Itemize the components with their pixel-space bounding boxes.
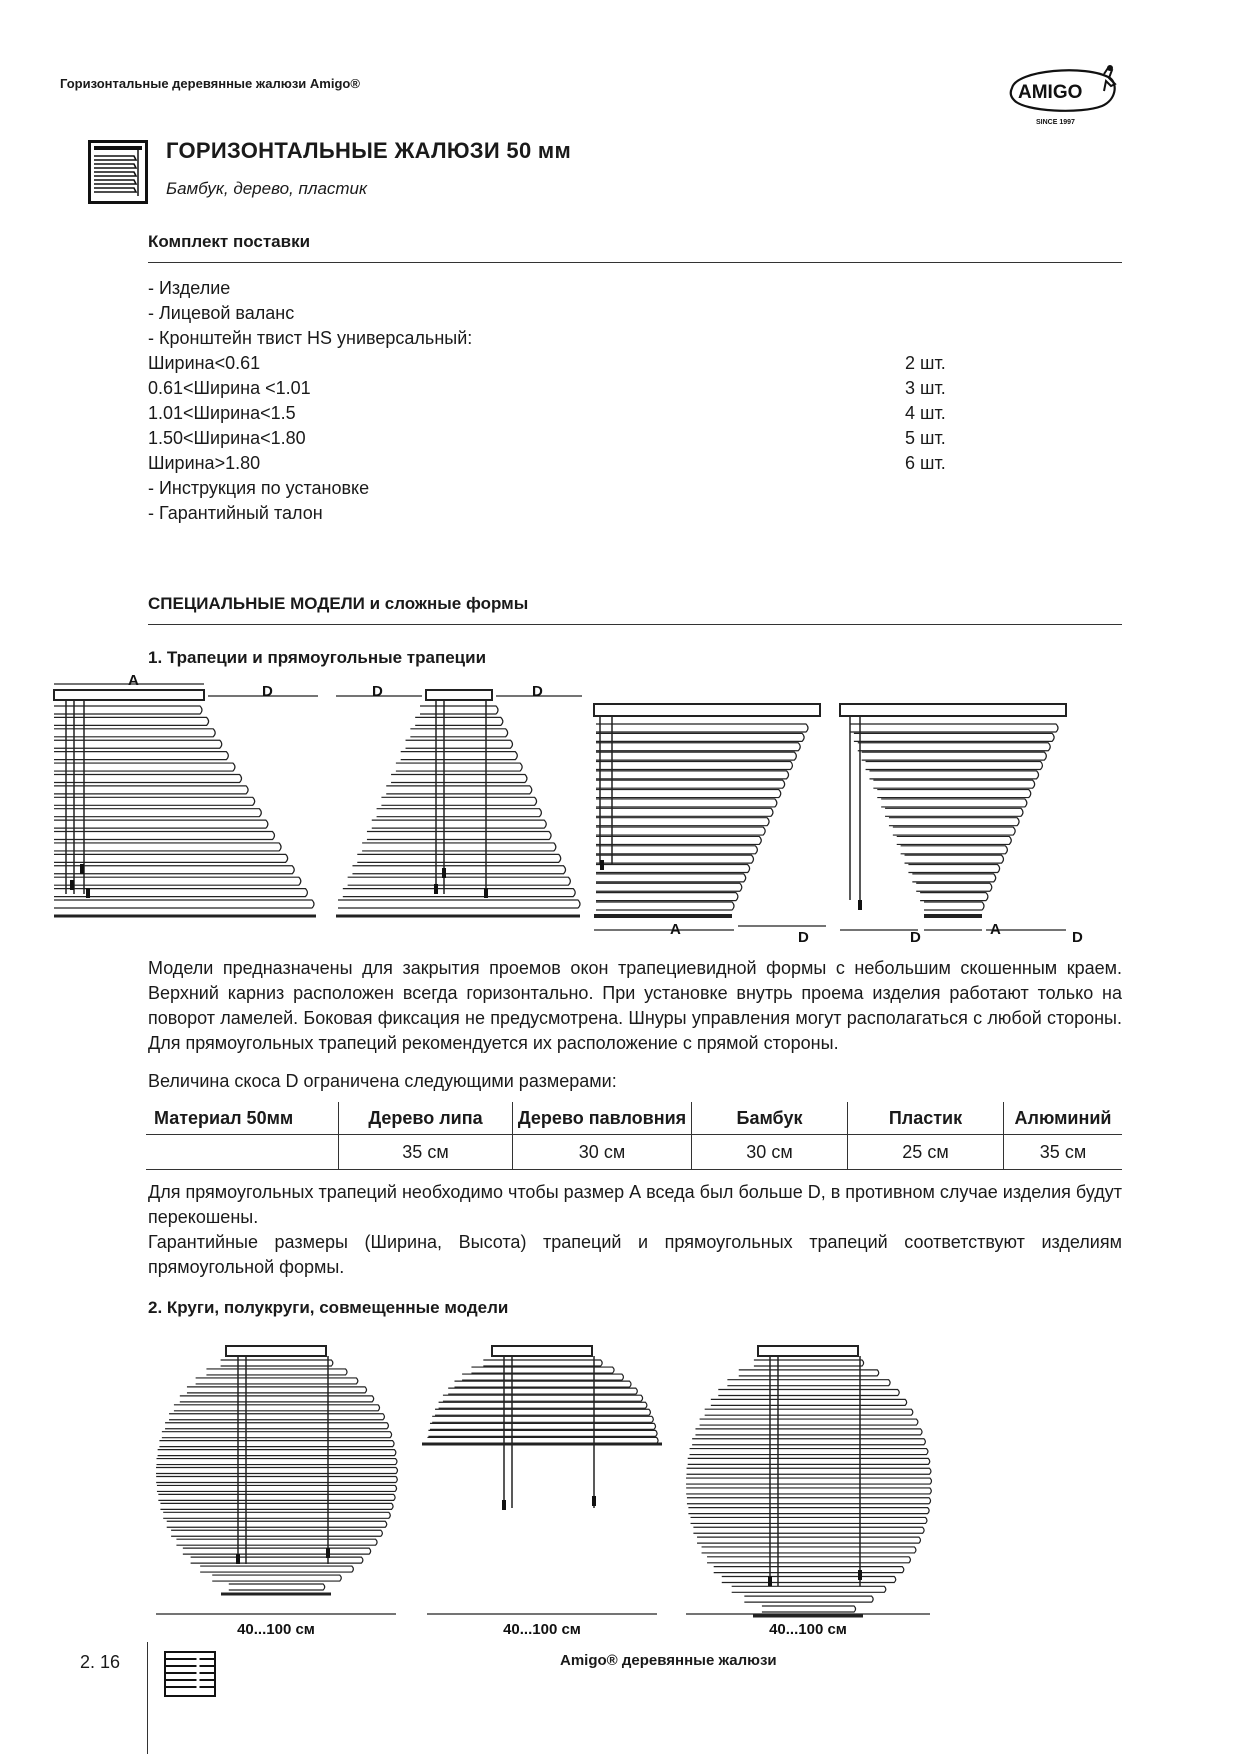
width-range-label: 40...100 см <box>769 1621 847 1638</box>
slat <box>406 740 513 748</box>
slat <box>54 752 228 760</box>
table-header: Бамбук <box>692 1102 848 1135</box>
slat <box>54 877 301 885</box>
slat <box>54 866 294 874</box>
slat <box>727 1380 890 1386</box>
slat <box>415 717 503 725</box>
slat <box>471 1367 614 1373</box>
slat <box>229 1584 325 1590</box>
headrail <box>426 690 492 700</box>
slat <box>357 854 560 862</box>
slat <box>206 1369 347 1375</box>
section-title: ГОРИЗОНТАЛЬНЫЕ ЖАЛЮЗИ 50 мм <box>166 138 572 163</box>
list-item: - Инструкция по установке <box>148 478 370 498</box>
width-range-label: 40...100 см <box>503 1621 581 1638</box>
slat <box>686 1478 931 1484</box>
slat <box>702 1547 916 1553</box>
slat <box>191 1557 363 1563</box>
note-text: Гарантийные размеры (Ширина, Высота) трапеций и прямоугольных трапеций соответствуют изделиям прямоугольной формы. <box>148 1232 1122 1277</box>
slat <box>377 809 542 817</box>
logo-since: SINCE 1997 <box>1036 119 1075 126</box>
slat <box>862 752 1047 760</box>
slat <box>410 729 507 737</box>
list-item: 1.01<Ширина<1.5 <box>148 403 296 423</box>
slat <box>174 1405 380 1411</box>
slat <box>596 743 800 751</box>
footer-text: Amigo® деревянные жалюзи <box>560 1652 777 1669</box>
slat <box>687 1498 931 1504</box>
slat <box>596 771 789 779</box>
slat <box>687 1468 931 1474</box>
slat <box>916 883 992 891</box>
slat <box>596 761 792 769</box>
slat <box>718 1390 899 1396</box>
dim-label-a: A <box>128 672 139 689</box>
quantity-item: 6 шт. <box>905 453 946 473</box>
slat <box>157 1485 397 1491</box>
slat <box>692 1439 925 1445</box>
table-row <box>146 1135 1122 1170</box>
headrail <box>758 1346 858 1356</box>
table-header: Дерево павловния <box>513 1102 692 1135</box>
slat <box>905 855 1004 863</box>
slat <box>869 771 1038 779</box>
slat <box>691 1517 927 1523</box>
table-header: Алюминий <box>1004 1102 1123 1135</box>
slat <box>54 717 209 725</box>
slat <box>920 893 988 901</box>
slat <box>722 1576 896 1582</box>
special-rule <box>148 624 1122 625</box>
slat <box>711 1399 907 1405</box>
slat <box>596 790 781 798</box>
slat <box>596 874 746 882</box>
headrail <box>54 690 204 700</box>
slat <box>885 808 1023 816</box>
slat <box>483 1360 602 1366</box>
note-text: Для прямоугольных трапеций необходимо чтобы размер А вседа был больше D, в противном случае изделия будут перекошены. <box>148 1182 1122 1227</box>
round-blind <box>686 1346 931 1616</box>
list-item: - Лицевой валанс <box>148 303 295 323</box>
headrail <box>226 1346 326 1356</box>
slat <box>596 780 785 788</box>
slat <box>596 855 753 863</box>
dim-label-d: D <box>262 683 273 700</box>
slat <box>850 724 1058 732</box>
table-cell: 35 см <box>1004 1135 1123 1170</box>
description-text: Модели предназначены для закрытия проемов окон трапециевидной формы с небольшим скошенным краем. Верхний карниз расположен всегда горизонтально. При установке внутрь проема изделия работают только на поворот ламелей. Боковая фиксация не предусмотрена. Шнуры управления могут располагаться с любой стороны. Для прямоугольных трапеций рекомендуется их расположение с прямой стороны. <box>148 958 1122 1053</box>
slat <box>596 827 765 835</box>
slat <box>187 1387 367 1393</box>
slat <box>391 774 527 782</box>
list-item: 0.61<Ширина <1.01 <box>148 378 311 398</box>
delivery-heading: Комплект поставки <box>148 232 311 251</box>
slat <box>352 866 565 874</box>
table-cell: 25 см <box>848 1135 1004 1170</box>
slat <box>693 1527 924 1533</box>
slat <box>688 1508 929 1514</box>
slat <box>866 761 1043 769</box>
slat <box>176 1539 377 1545</box>
slat <box>695 1429 922 1435</box>
slat <box>690 1449 928 1455</box>
slat <box>443 1395 643 1401</box>
dim-label-a: A <box>670 921 681 938</box>
slat <box>372 820 546 828</box>
slat <box>348 877 571 885</box>
dim-label-d: D <box>1072 929 1083 946</box>
slat <box>386 786 532 794</box>
slat <box>686 1488 931 1494</box>
slat <box>171 1530 382 1536</box>
table-header: Пластик <box>848 1102 1004 1135</box>
slat <box>158 1494 395 1500</box>
slat <box>54 854 288 862</box>
slat <box>54 786 248 794</box>
page-number: 2. 16 <box>80 1652 121 1672</box>
width-range-label: 40...100 см <box>237 1621 315 1638</box>
footer-divider <box>147 1642 148 1754</box>
dim-label-d: D <box>798 929 809 946</box>
slat <box>697 1537 920 1543</box>
slat <box>762 1606 856 1612</box>
slat <box>165 1423 388 1429</box>
slat <box>873 780 1034 788</box>
trapezoid-diagrams <box>50 668 1130 954</box>
slat <box>367 832 551 840</box>
slat <box>881 799 1027 807</box>
slat <box>54 843 281 851</box>
slat <box>596 893 738 901</box>
slat <box>158 1450 396 1456</box>
slat <box>924 902 984 910</box>
logo-brand: AMIGO <box>1018 82 1083 103</box>
slat <box>160 1503 393 1509</box>
dim-label-a: A <box>990 921 1001 938</box>
list-item: - Изделие <box>148 278 231 298</box>
slat <box>167 1521 387 1527</box>
circles-subheading: 2. Круги, полукруги, совмещенные модели <box>148 1298 509 1317</box>
list-item: Ширина<0.61 <box>148 353 261 373</box>
table-header: Дерево липа <box>339 1102 513 1135</box>
slat <box>596 836 761 844</box>
slat <box>439 1402 647 1408</box>
slat <box>596 902 734 910</box>
slat <box>707 1557 910 1563</box>
running-title: Горизонтальные деревянные жалюзи Amigo® <box>60 76 360 91</box>
slat <box>54 889 307 897</box>
quantity-list <box>905 351 946 476</box>
list-item: - Кронштейн твист HS универсальный: <box>148 328 473 348</box>
slat <box>54 729 215 737</box>
slat <box>732 1586 886 1592</box>
slat <box>180 1396 374 1402</box>
slat <box>157 1459 397 1465</box>
slat <box>156 1468 397 1474</box>
slat <box>688 1458 930 1464</box>
slat <box>163 1512 390 1518</box>
slat <box>596 752 796 760</box>
slat <box>596 865 750 873</box>
slat <box>54 763 235 771</box>
slat <box>448 1388 637 1394</box>
dim-label-d: D <box>532 683 543 700</box>
list-item: - Гарантийный талон <box>148 503 323 523</box>
round-blind <box>422 1346 662 1614</box>
trapezoid-inverted <box>840 704 1066 930</box>
section-subtitle: Бамбук, дерево, пластик <box>166 179 368 198</box>
slat <box>596 799 777 807</box>
slat <box>897 836 1012 844</box>
headrail <box>594 704 820 716</box>
table-header: Материал 50мм <box>146 1102 339 1135</box>
slat <box>912 874 995 882</box>
blinds-footer-icon <box>164 1651 216 1697</box>
slat <box>396 763 522 771</box>
slat <box>596 808 773 816</box>
notes <box>148 1180 1122 1280</box>
quantity-item: 5 шт. <box>905 428 946 448</box>
slat <box>428 1430 657 1436</box>
slat <box>454 1381 631 1387</box>
circle-diagrams <box>140 1334 940 1654</box>
slat <box>196 1378 358 1384</box>
dim-label-d: D <box>910 929 921 946</box>
slat <box>893 827 1015 835</box>
slat <box>54 740 222 748</box>
quantity-item: 2 шт. <box>905 353 946 373</box>
bevel-limit-table <box>146 1102 1122 1170</box>
slat <box>889 818 1019 826</box>
table-cell <box>146 1135 339 1170</box>
slat <box>54 706 202 714</box>
slat <box>744 1596 873 1602</box>
list-item: Ширина>1.80 <box>148 453 261 473</box>
headrail <box>840 704 1066 716</box>
slat <box>739 1370 879 1376</box>
table-cell: 30 см <box>513 1135 692 1170</box>
slat <box>156 1476 397 1482</box>
slat <box>212 1575 341 1581</box>
dim-label-d: D <box>372 683 383 700</box>
slat <box>854 733 1054 741</box>
slat <box>908 865 999 873</box>
amigo-logo <box>1006 60 1126 130</box>
slat <box>705 1409 913 1415</box>
slat <box>596 883 742 891</box>
slat <box>596 733 804 741</box>
slat <box>901 846 1008 854</box>
slat <box>700 1419 918 1425</box>
table-intro: Величина скоса D ограничена следующими размерами: <box>148 1071 617 1091</box>
slat <box>54 832 274 840</box>
slat <box>596 846 757 854</box>
table-cell: 30 см <box>692 1135 848 1170</box>
slat <box>338 900 580 908</box>
blinds-section-icon <box>88 140 148 204</box>
slat <box>430 1423 656 1429</box>
trapezoid-subheading: 1. Трапеции и прямоугольные трапеции <box>148 648 487 667</box>
slat <box>858 743 1050 751</box>
slat <box>435 1409 650 1415</box>
delivery-rule <box>148 262 1122 263</box>
slat <box>343 889 575 897</box>
slat <box>432 1416 653 1422</box>
delivery-list <box>148 276 472 526</box>
slat <box>596 818 769 826</box>
table-cell: 35 см <box>339 1135 513 1170</box>
slat <box>401 752 518 760</box>
slat <box>462 1374 623 1380</box>
trapezoid-symmetric <box>336 690 582 916</box>
slat <box>877 790 1030 798</box>
slat <box>54 900 314 908</box>
trapezoid-right-angled <box>594 704 826 930</box>
slat <box>362 843 556 851</box>
slat <box>200 1566 353 1572</box>
slat <box>596 724 808 732</box>
headrail <box>492 1346 592 1356</box>
slat <box>54 774 242 782</box>
list-item: 1.50<Ширина<1.80 <box>148 428 306 448</box>
quantity-item: 3 шт. <box>905 378 946 398</box>
quantity-item: 4 шт. <box>905 403 946 423</box>
slat <box>159 1441 394 1447</box>
description-paragraph <box>148 956 1122 1056</box>
slat <box>183 1548 371 1554</box>
slat <box>162 1432 392 1438</box>
slat <box>54 820 268 828</box>
round-blind <box>156 1346 397 1614</box>
trapezoid-left <box>54 684 318 916</box>
slat <box>381 797 536 805</box>
special-heading: СПЕЦИАЛЬНЫЕ МОДЕЛИ и сложные формы <box>148 594 529 613</box>
slat <box>54 809 261 817</box>
table-header-row <box>146 1102 1122 1135</box>
slat <box>169 1414 384 1420</box>
slat <box>714 1567 904 1573</box>
